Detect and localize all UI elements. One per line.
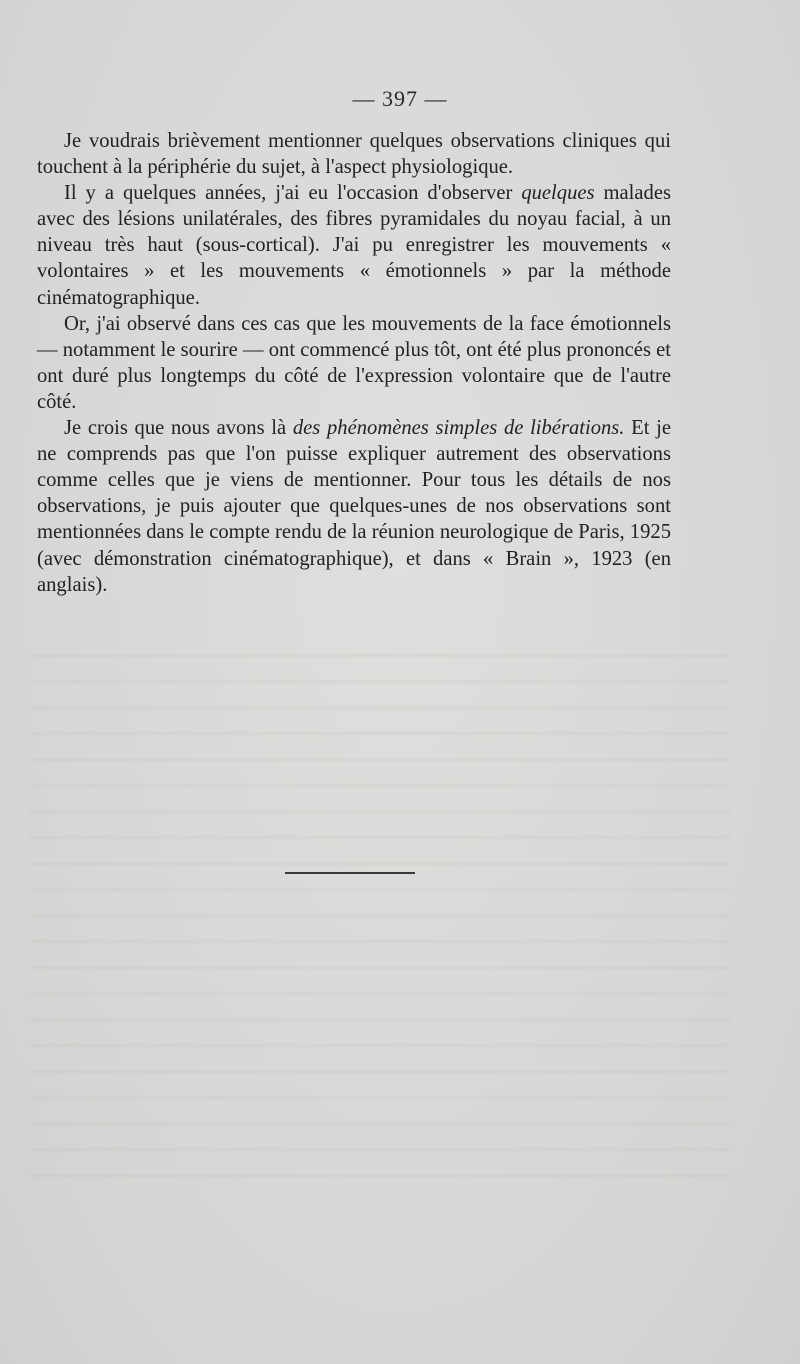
- paragraph-1-text: Je voudrais brièvement mentionner quelques observations cliniques qui touchent à la périphérie du sujet, à l'aspect physiologique.: [37, 130, 671, 179]
- paragraph-4-rest: Et je ne comprends pas que l'on puisse expliquer autrement des observations comme celles que je viens de mentionner. Pour tous les détails de nos observations, je puis ajouter que quelques-unes de nos observations sont mentionnées dans le compte rendu de la réunion neurologique de Paris, 1925 (avec démonstration cinématographique), et dans « Brain », 1923 (en anglais).: [37, 417, 672, 596]
- show-through-background: [30, 640, 730, 1200]
- paragraph-1: [37, 128, 671, 180]
- body-text: [37, 128, 671, 598]
- paragraph-2-lead: Il y a quelques années, j'ai eu l'occasion d'observer: [64, 182, 522, 205]
- paragraph-3: [37, 311, 671, 415]
- paragraph-4-lead: Je crois que nous avons là: [64, 417, 293, 440]
- paragraph-2: [37, 180, 671, 310]
- paragraph-4: [37, 415, 671, 598]
- paragraph-3-text: Or, j'ai observé dans ces cas que les mouvements de la face émotionnels — notamment le sourire — ont commencé plus tôt, ont été plus prononcés et ont duré plus longtemps du côté de l'expression volontaire que de l'autre côté.: [37, 312, 671, 413]
- page-number: — 397 —: [352, 86, 448, 111]
- paragraph-2-rest: malades avec des lésions unilatérales, des fibres pyramidales du noyau facial, à un niveau très haut (sous-cortical). J'ai pu enregistrer les mouvements « volontaires » et les mouvements « émotionnels » par la méthode cinématographique.: [37, 182, 671, 309]
- paragraph-4-emphasis: des phénomènes simples de libérations.: [292, 417, 625, 440]
- section-separator: [285, 872, 415, 874]
- paragraph-2-emphasis: quelques: [521, 182, 595, 205]
